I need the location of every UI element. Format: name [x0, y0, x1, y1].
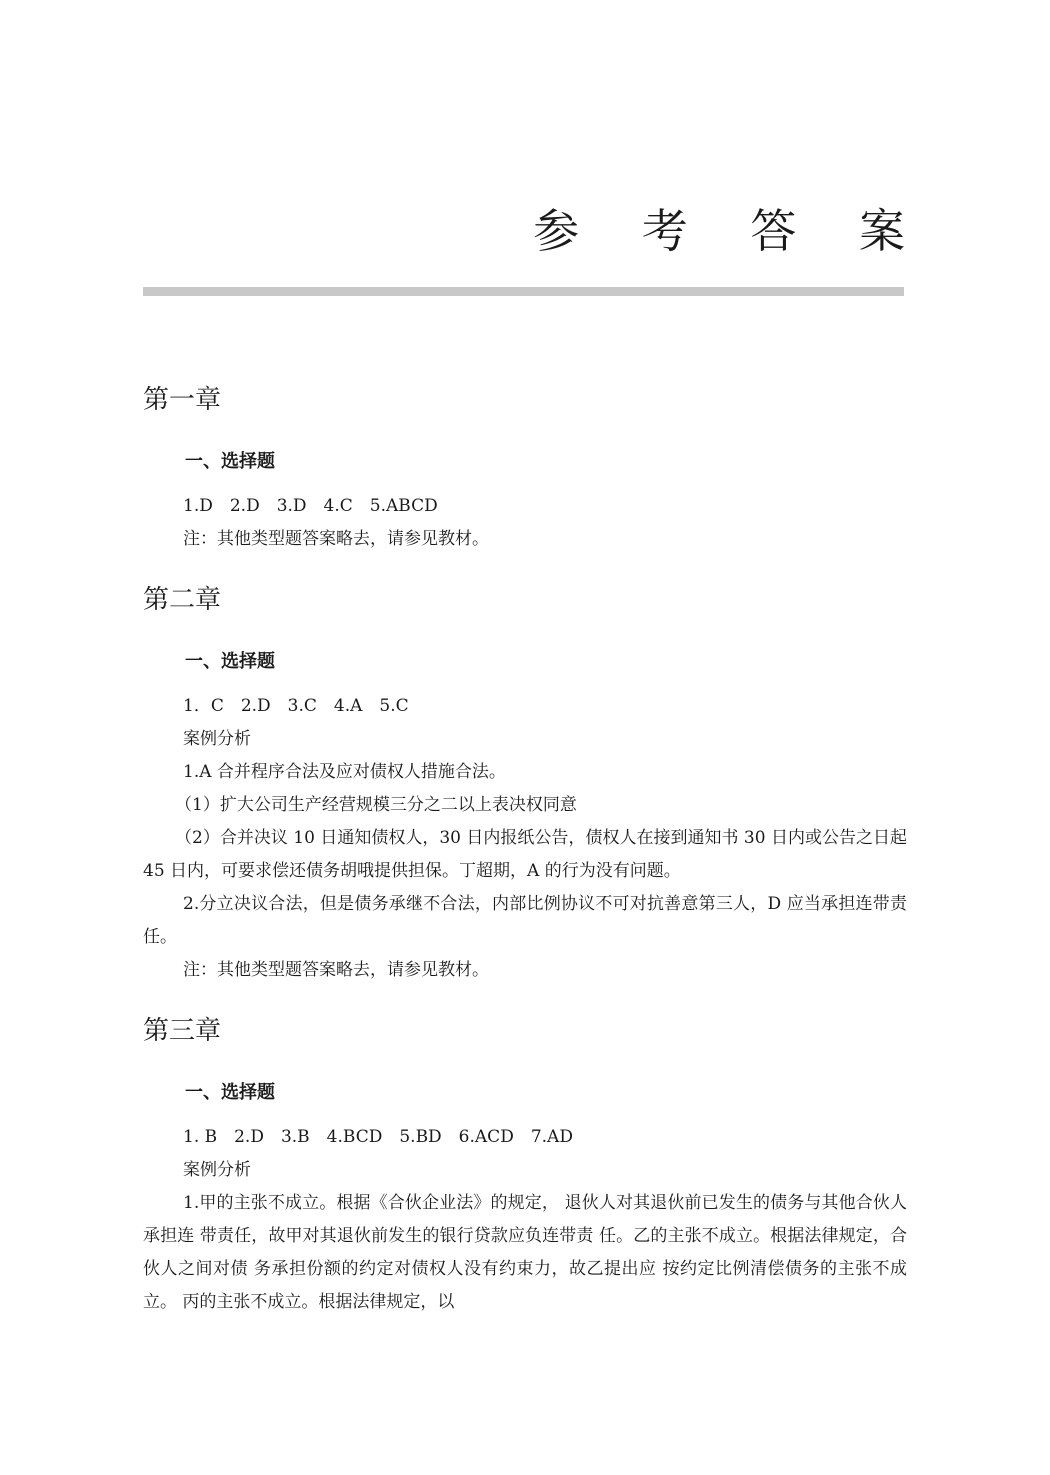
case-paragraph: 1.甲的主张不成立。根据《合伙企业法》的规定， 退伙人对其退伙前已发生的债务与其他合伙人承担连 带责任，故甲对其退伙前发生的银行贷款应负连带责 任。乙的主张不成立。根据法律规定，合伙人之间对债 务承担份额的约定对债权人没有约束力，故乙提出应 按约定比例清偿债务的主张不成立。 丙的主张不成立。根据法律规定，以: [143, 1193, 907, 1312]
title-divider: [143, 287, 904, 296]
page-title: 参 考 答 案: [533, 204, 929, 258]
answer-line: 1.D 2.D 3.D 4.C 5.ABCD: [183, 496, 438, 516]
chapter-2: [143, 578, 907, 987]
section-heading: 一、选择题: [185, 651, 275, 672]
chapter-3: [143, 1009, 907, 1319]
case-paragraph: 1.A 合并程序合法及应对债权人措施合法。: [183, 762, 506, 782]
chapter-1: [143, 378, 907, 556]
case-paragraph: 2.分立决议合法，但是债务承继不合法，内部比例协议不可对抗善意第三人，D 应当承担连带责任。: [143, 894, 907, 947]
case-paragraph: （2）合并决议 10 日通知债权人，30 日内报纸公告，债权人在接到通知书 30 日内或公告之日起 45 日内，可要求偿还债务胡哦提供担保。丁超期，A 的行为没有问题。: [143, 828, 907, 881]
note-line: 注：其他类型题答案略去，请参见教材。: [183, 960, 489, 980]
chapter-heading: 第二章: [143, 585, 222, 615]
case-paragraph: （1）扩大公司生产经营规模三分之二以上表决权同意: [175, 795, 577, 815]
chapter-heading: 第三章: [143, 1016, 222, 1046]
case-analysis-label: 案例分析: [183, 1160, 251, 1180]
case-analysis-label: 案例分析: [183, 729, 251, 749]
section-heading: 一、选择题: [185, 1082, 275, 1103]
answer-line: 1．C 2.D 3.C 4.A 5.C: [183, 696, 409, 716]
chapter-heading: 第一章: [143, 385, 222, 415]
note-line: 注：其他类型题答案略去，请参见教材。: [183, 529, 489, 549]
section-heading: 一、选择题: [185, 451, 275, 472]
answer-line: 1. B 2.D 3.B 4.BCD 5.BD 6.ACD 7.AD: [183, 1127, 573, 1147]
answer-content: [143, 378, 907, 1319]
